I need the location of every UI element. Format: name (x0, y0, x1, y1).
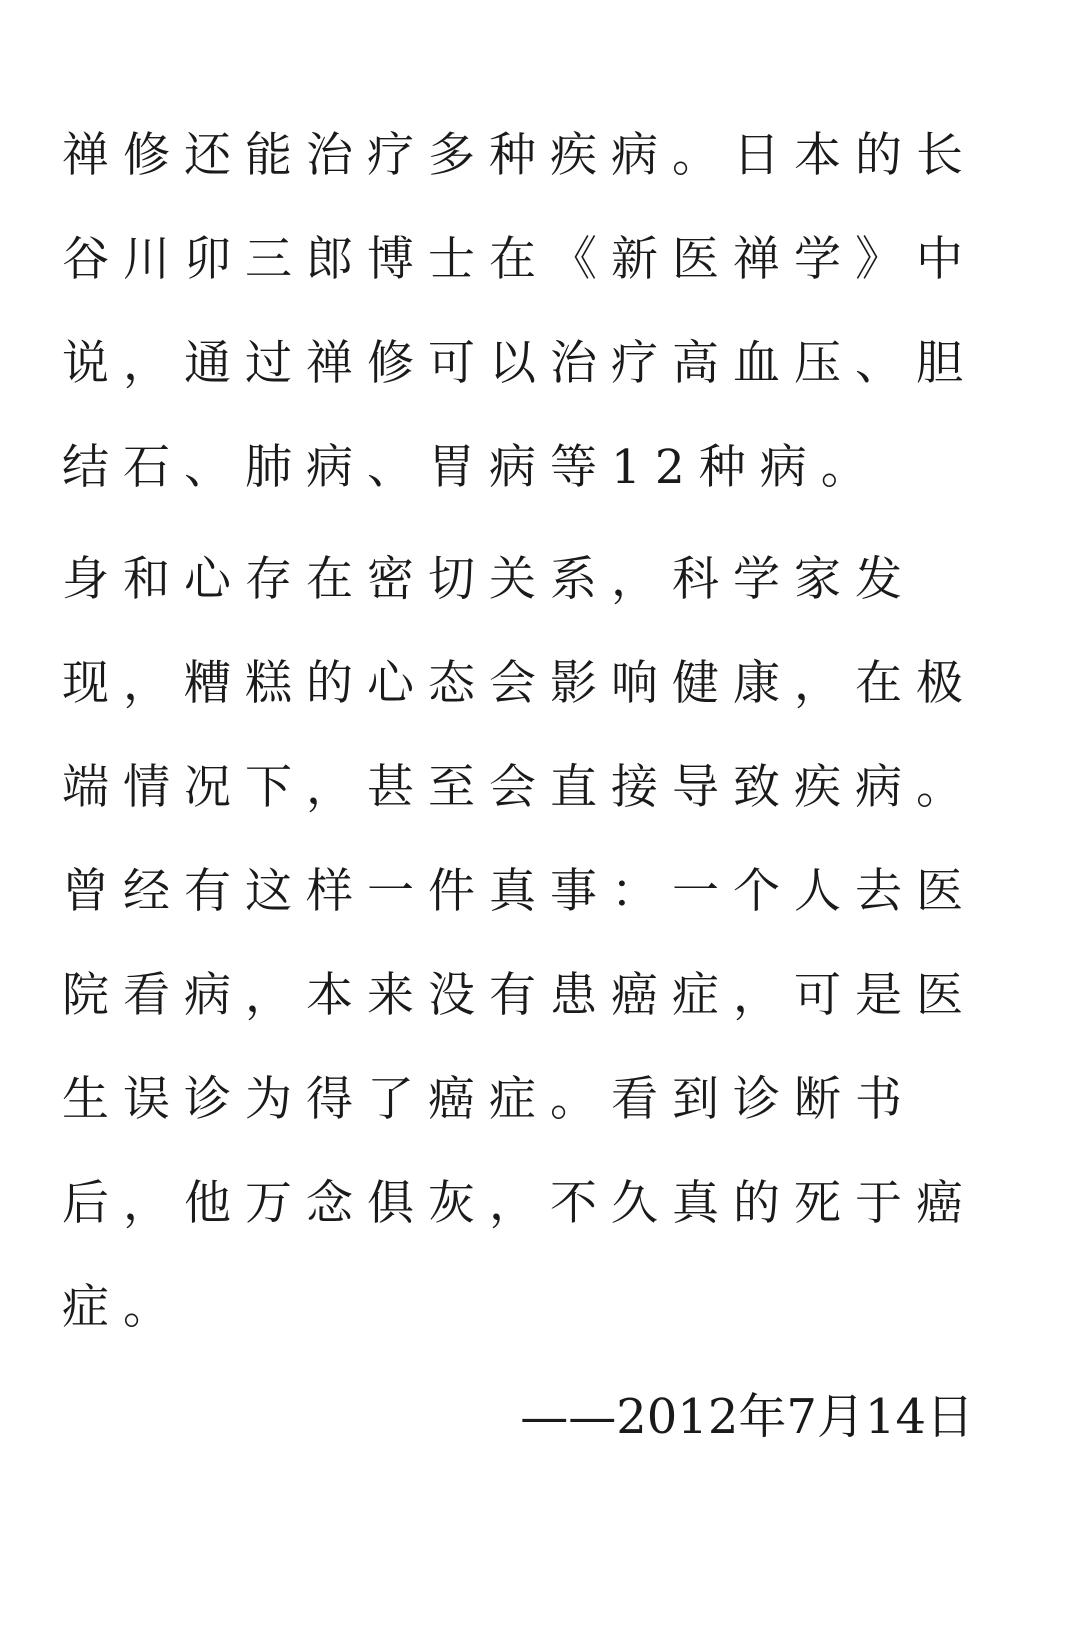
text-line: 生误诊为得了癌症。看到诊断书 (62, 1072, 916, 1127)
text-line: 端情况下，甚至会直接导致疾病。 (62, 760, 977, 815)
text-line: 禅修还能治疗多种疾病。日本的长 (62, 128, 977, 183)
text-line: 说，通过禅修可以治疗高血压、胆 (62, 336, 977, 391)
text-line: 症。 (62, 1280, 184, 1335)
text-line: 结石、肺病、胃病等12种病。 (62, 440, 882, 495)
paragraph-1 (62, 104, 1022, 520)
text-line: 曾经有这样一件真事：一个人去医 (62, 864, 977, 919)
paragraph-2 (62, 528, 1022, 1360)
text-line: 身和心存在密切关系，科学家发 (62, 552, 916, 607)
date-signature: ——2012年7月14日 (520, 1389, 974, 1445)
text-line: 谷川卯三郎博士在《新医禅学》中 (62, 232, 977, 287)
text-line: 现，糟糕的心态会影响健康，在极 (62, 656, 977, 711)
text-line: 后，他万念俱灰，不久真的死于癌 (62, 1176, 977, 1231)
text-line: 院看病，本来没有患癌症，可是医 (62, 968, 977, 1023)
